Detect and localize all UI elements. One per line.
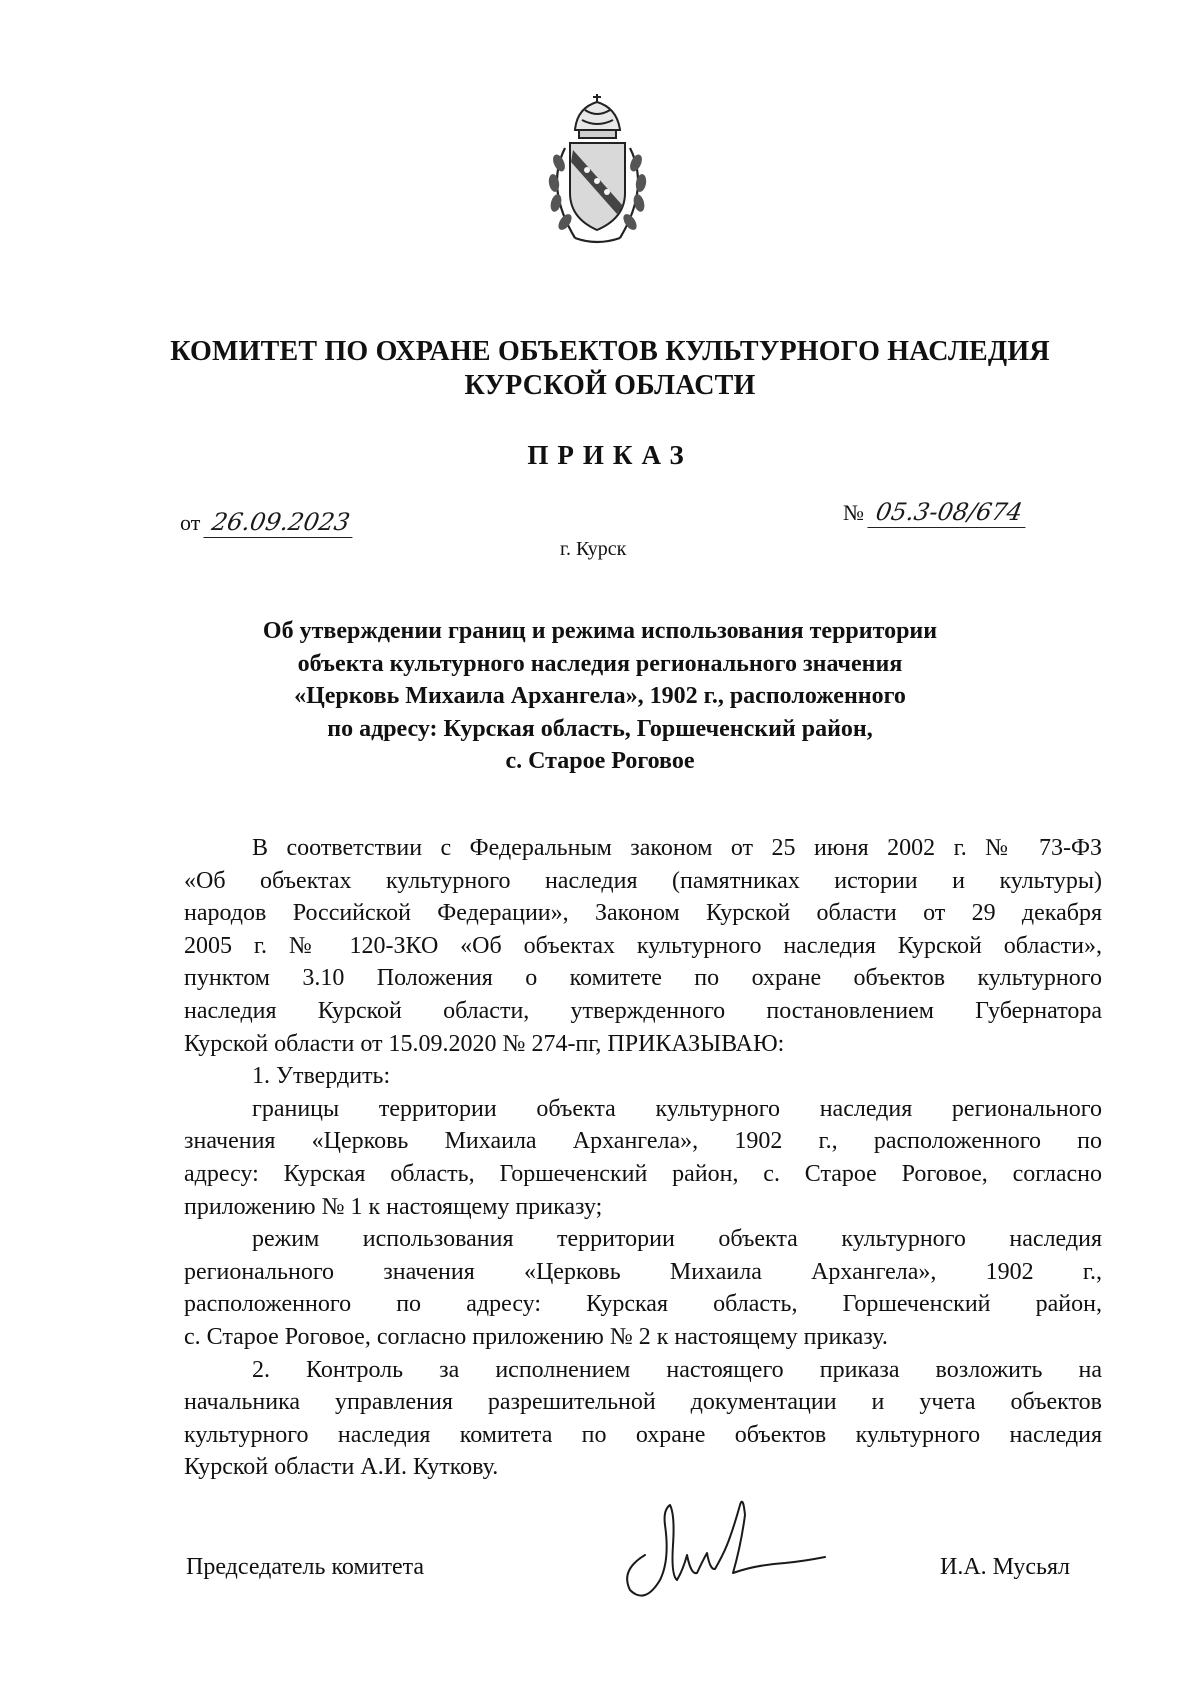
body-line: режим использования территории объекта культурного наследия [252, 1226, 1102, 1253]
coat-of-arms-emblem [535, 88, 660, 253]
body-line: с. Старое Роговое, согласно приложению № 2 к настоящему приказу. [184, 1323, 888, 1350]
subject-line: с. Старое Роговое [505, 748, 695, 774]
body-line: Курской области от 15.09.2020 № 274-пг, ПРИКАЗЫВАЮ: [184, 1030, 785, 1057]
body-line: пунктом 3.10 Положения о комитете по охране объектов культурного [184, 965, 1102, 992]
organization-title-line1: КОМИТЕТ ПО ОХРАНЕ ОБЪЕКТОВ КУЛЬТУРНОГО НАСЛЕДИЯ [170, 336, 1050, 367]
order-body [184, 832, 1102, 1484]
organization-title-line2: КУРСКОЙ ОБЛАСТИ [464, 370, 756, 401]
body-line: наследия Курской области, утвержденного постановлением Губернатора [184, 997, 1102, 1024]
body-line: культурного наследия комитета по охране объектов культурного наследия [184, 1421, 1102, 1448]
body-line: 2. Контроль за исполнением настоящего приказа возложить на [252, 1356, 1102, 1383]
body-line: адресу: Курская область, Горшеченский район, с. Старое Роговое, согласно [184, 1160, 1102, 1187]
body-line: значения «Церковь Михаила Архангела», 1902 г., расположенного по [184, 1128, 1102, 1155]
date-prefix: от [180, 510, 201, 535]
handwritten-date: 26.09.2023 [203, 508, 358, 538]
handwritten-order-number: 05.3-08/674 [867, 498, 1030, 528]
body-line: начальника управления разрешительной документации и учета объектов [184, 1389, 1102, 1416]
handwritten-signature [615, 1485, 845, 1605]
body-line: 2005 г. № 120-ЗКО «Об объектах культурного наследия Курской области», [184, 932, 1102, 959]
order-number-field [843, 498, 1027, 528]
date-field [180, 508, 355, 538]
organization-title [120, 335, 1100, 403]
number-prefix: № [843, 500, 864, 525]
subject-line: Об утверждении границ и режима использования территории [262, 618, 938, 644]
body-line: народов Российской Федерации», Законом Курской области от 29 декабря [184, 900, 1102, 927]
order-subject [180, 615, 1020, 778]
city-label: г. Курск [560, 538, 627, 560]
subject-line: по адресу: Курская область, Горшеченский район, [327, 715, 873, 742]
body-line: В соответствии с Федеральным законом от 25 июня 2002 г. № 73-ФЗ [252, 835, 1102, 861]
body-line: границы территории объекта культурного наследия регионального [252, 1095, 1102, 1122]
subject-line: «Церковь Михаила Архангела», 1902 г., расположенного [294, 683, 906, 709]
body-line: приложению № 1 к настоящему приказу; [184, 1193, 603, 1220]
signatory-name: И.А. Мусьял [940, 1554, 1071, 1580]
document-type-heading: ПРИКАЗ [527, 440, 693, 470]
body-line: Курской области А.И. Куткову. [184, 1454, 499, 1481]
signatory-position: Председатель комитета [186, 1554, 425, 1580]
body-line: расположенного по адресу: Курская область, Горшеченский район, [184, 1291, 1102, 1318]
body-line: 1. Утвердить: [252, 1063, 391, 1090]
subject-line: объекта культурного наследия регионального значения [297, 650, 903, 677]
body-line: регионального значения «Церковь Михаила Архангела», 1902 г., [184, 1258, 1102, 1285]
body-line: «Об объектах культурного наследия (памятниках истории и культуры) [184, 867, 1102, 894]
